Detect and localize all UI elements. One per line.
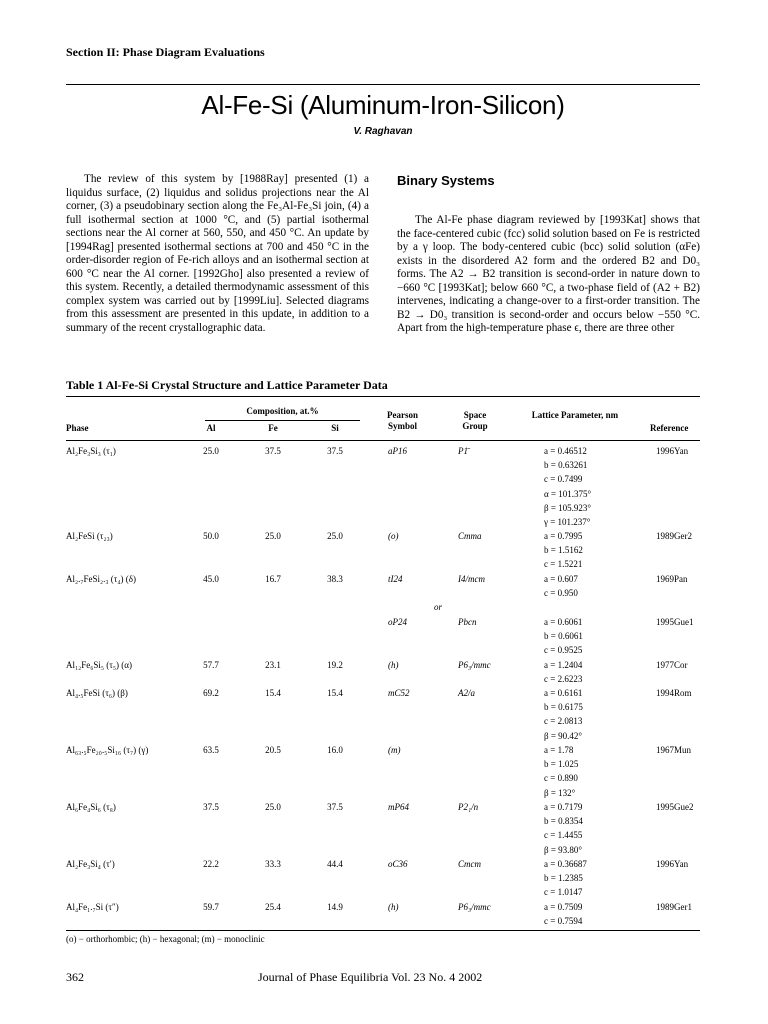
lattice-c: c = 2.0813 (544, 716, 583, 727)
pearson-cell: (o) (388, 531, 399, 541)
fe-cell: 20.5 (265, 745, 281, 755)
lattice-b: b = 0.6175 (544, 702, 583, 713)
lattice-a: a = 0.7509 (544, 902, 583, 912)
lattice-c: c = 2.6223 (544, 674, 583, 685)
fe-cell: 25.0 (265, 802, 281, 812)
header-fe: Fe (268, 423, 278, 433)
lattice-a: a = 0.6161 (544, 688, 583, 698)
si-cell: 37.5 (327, 446, 343, 456)
al-cell: 63.5 (203, 745, 219, 755)
si-cell: 25.0 (327, 531, 343, 541)
pearson-cell: aP16 (388, 446, 407, 456)
lattice-a: a = 0.7179 (544, 802, 583, 812)
space-group-cell: P6₃/mmc (458, 902, 491, 912)
si-cell: 15.4 (327, 688, 343, 698)
header-rule (66, 84, 700, 85)
lattice-beta: β = 132° (544, 787, 576, 798)
si-cell: 16.0 (327, 745, 343, 755)
or-label: or (434, 602, 443, 612)
section-heading: Section II: Phase Diagram Evaluations (66, 45, 265, 59)
table-header-rule (66, 440, 700, 441)
reference-cell: 1989Ger1 (656, 902, 692, 912)
reference-cell: 1996Yan (656, 859, 689, 869)
lattice-c: c = 0.890 (544, 773, 578, 784)
al-cell: 45.0 (203, 574, 219, 584)
pearson-cell: oP24 (388, 617, 407, 627)
reference-cell: 1977Cor (656, 660, 688, 670)
reference-cell: 1995Gue2 (656, 802, 694, 812)
pearson-cell: (h) (388, 902, 399, 912)
table-footnote: (o) − orthorhombic; (h) − hexagonal; (m) − monoclinic (66, 934, 265, 944)
phase-cell: Al₆₃.₅Fe₂₀.₅Si₁₆ (τ₇) (γ) (66, 745, 149, 755)
lattice-cell (544, 857, 587, 900)
lattice-b: b = 0.63261 (544, 460, 588, 471)
phase-cell: Al₁₂Fe₆Si₅ (τ₅) (α) (66, 660, 133, 670)
al-cell: 50.0 (203, 531, 219, 541)
lattice-cell (544, 743, 578, 800)
lattice-c: c = 0.7499 (544, 474, 583, 485)
journal-citation: Journal of Phase Equilibria Vol. 23 No. 4 2002 (258, 970, 483, 984)
header-reference: Reference (650, 423, 689, 433)
pearson-cell: tI24 (388, 574, 403, 584)
lattice-b: b = 0.8354 (544, 816, 583, 827)
space-group-cell: Cmma (458, 531, 482, 541)
header-al: Al (206, 423, 216, 433)
lattice-a: a = 0.607 (544, 574, 578, 584)
pearson-cell: mP64 (388, 802, 409, 812)
phase-cell: Al₄Fe₁.₇Si (τ″) (66, 902, 119, 912)
al-cell: 22.2 (203, 859, 219, 869)
header-phase: Phase (66, 423, 89, 433)
fe-cell: 16.7 (265, 574, 281, 584)
al-cell: 57.7 (203, 660, 219, 670)
composition-rule (205, 420, 360, 421)
space-group-cell: P1̄ (458, 446, 468, 456)
lattice-a: a = 1.2404 (544, 660, 583, 670)
page-number: 362 (66, 970, 84, 984)
lattice-a: a = 0.7995 (544, 531, 583, 541)
header-space-group: Space Group (462, 410, 488, 431)
lattice-b: b = 1.025 (544, 759, 579, 770)
phase-cell: Al₂Fe₃Si₃ (τ₁) (66, 446, 116, 456)
fe-cell: 25.0 (265, 531, 281, 541)
reference-cell: 1989Ger2 (656, 531, 692, 541)
si-cell: 19.2 (327, 660, 343, 670)
space-group-cell: I4/mcm (458, 574, 485, 584)
lattice-c: c = 1.0147 (544, 887, 583, 898)
lattice-a: a = 0.36687 (544, 859, 587, 869)
lattice-gamma: γ = 101.237° (544, 517, 591, 528)
lattice-b: b = 0.6061 (544, 631, 583, 642)
al-cell: 69.2 (203, 688, 219, 698)
lattice-cell (544, 529, 583, 572)
author: V. Raghavan (353, 126, 413, 137)
fe-cell: 15.4 (265, 688, 281, 698)
si-cell: 38.3 (327, 574, 343, 584)
reference-cell: 1996Yan (656, 446, 689, 456)
lattice-c: c = 0.9525 (544, 645, 583, 656)
lattice-c: c = 0.950 (544, 588, 578, 599)
space-group-cell: Pbcn (458, 617, 477, 627)
al-cell: 25.0 (203, 446, 219, 456)
left-column-text (66, 173, 369, 335)
lattice-c: c = 1.5221 (544, 559, 583, 570)
phase-cell: Al₂FeSi (τ₂₃) (66, 531, 113, 541)
binary-systems-heading: Binary Systems (397, 173, 495, 188)
reference-cell: 1995Gue1 (656, 617, 694, 627)
si-cell: 14.9 (327, 902, 343, 912)
pearson-cell: (m) (388, 745, 401, 755)
lattice-b: b = 1.5162 (544, 545, 583, 556)
lattice-alpha: α = 101.375° (544, 488, 592, 499)
lattice-cell (544, 658, 582, 686)
lattice-cell (544, 615, 583, 658)
si-cell: 37.5 (327, 802, 343, 812)
reference-cell: 1967Mun (656, 745, 692, 755)
phase-cell: Al₆Fe₄Si₆ (τ₈) (66, 802, 116, 812)
si-cell: 44.4 (327, 859, 343, 869)
fe-cell: 23.1 (265, 660, 281, 670)
pearson-cell: mC52 (388, 688, 410, 698)
lattice-b: b = 1.2385 (544, 873, 583, 884)
phase-cell: Al₄.₅FeSi (τ₆) (β) (66, 688, 128, 698)
table-title: Table 1 Al-Fe-Si Crystal Structure and Lattice Parameter Data (66, 378, 388, 392)
lattice-c: c = 1.4455 (544, 830, 583, 841)
fe-cell: 37.5 (265, 446, 281, 456)
lattice-a: a = 0.46512 (544, 446, 587, 456)
header-si: Si (331, 423, 339, 433)
space-group-cell: P6₃/mmc (458, 660, 491, 670)
table-top-rule (66, 396, 700, 397)
lattice-c: c = 0.7594 (544, 916, 583, 927)
space-group-cell: A2/a (458, 688, 475, 698)
lattice-beta: β = 93.80° (544, 844, 583, 855)
lattice-a: a = 0.6061 (544, 617, 583, 627)
lattice-cell (544, 900, 582, 928)
pearson-cell: (h) (388, 660, 399, 670)
space-group-cell: Cmcm (458, 859, 481, 869)
lattice-cell (544, 686, 583, 743)
lattice-cell (544, 800, 583, 857)
lattice-a: a = 1.78 (544, 745, 574, 755)
lattice-cell (544, 572, 578, 600)
intro-paragraph: The review of this system by [1988Ray] presented (1) a liquidus surface, (2) liquidus and solidus projections near the Al corner, (3) a pseudobinary section along the Fe₃Al-Fe₃Si join, (4) a full isothermal section at 1000 °C, and (5) partial isothermal sections near the Al corner at 560, 550, and 450 °C. An update by [1994Rag] presented isothermal sections at 700 and 450 °C in the order-disorder region of Fe-rich alloys and an isothermal section at 600 °C near the Al corner. [1992Gho] also presented a review of this system. Recently, a detailed thermodynamic assessment of this complex system was carried out by [1999Liu]. Selected diagrams from this assessment are presented in this update, in addition to a summary of the recent crystallographic data. (66, 173, 369, 334)
lattice-beta: β = 105.923° (544, 502, 592, 513)
phase-cell: Al₂Fe₃Si₄ (τ′) (66, 859, 115, 869)
pearson-cell: oC36 (388, 859, 408, 869)
fe-cell: 33.3 (265, 859, 281, 869)
phase-cell: Al₂.₇FeSi₂.₃ (τ₄) (δ) (66, 574, 137, 584)
al-cell: 37.5 (203, 802, 219, 812)
al-cell: 59.7 (203, 902, 219, 912)
right-column-text (397, 214, 700, 336)
header-lattice: Lattice Parameter, nm (531, 410, 619, 420)
fe-cell: 25.4 (265, 902, 281, 912)
reference-cell: 1994Rom (656, 688, 692, 698)
space-group-cell: P2₁/n (458, 802, 479, 812)
article-title: Al-Fe-Si (Aluminum-Iron-Silicon) (201, 90, 565, 120)
binary-paragraph: The Al-Fe phase diagram reviewed by [1993Kat] shows that the face-centered cubic (fcc) solid solution based on Fe is restricted by a γ loop. The body-centered cubic (bcc) solid solution (αFe) exists in the disordered A2 form and the ordered B2 and D0₃ forms. The A2 → B2 transition is second-order in nature down to −660 °C [1993Kat]; below 660 °C, a two-phase field of (A2 + B2) intervenes, indicating a change-over to a first-order transition. The B2 → D0₃ transition is second-order and occurs below −550 °C. Apart from the high-temperature phase ϵ, there are three other (397, 214, 700, 334)
lattice-cell (544, 444, 591, 529)
header-pearson: Pearson Symbol (387, 410, 418, 431)
reference-cell: 1969Pan (656, 574, 688, 584)
table-bottom-rule (66, 930, 700, 931)
header-composition: Composition, at.% (246, 406, 319, 416)
lattice-beta: β = 90.42° (544, 730, 583, 741)
